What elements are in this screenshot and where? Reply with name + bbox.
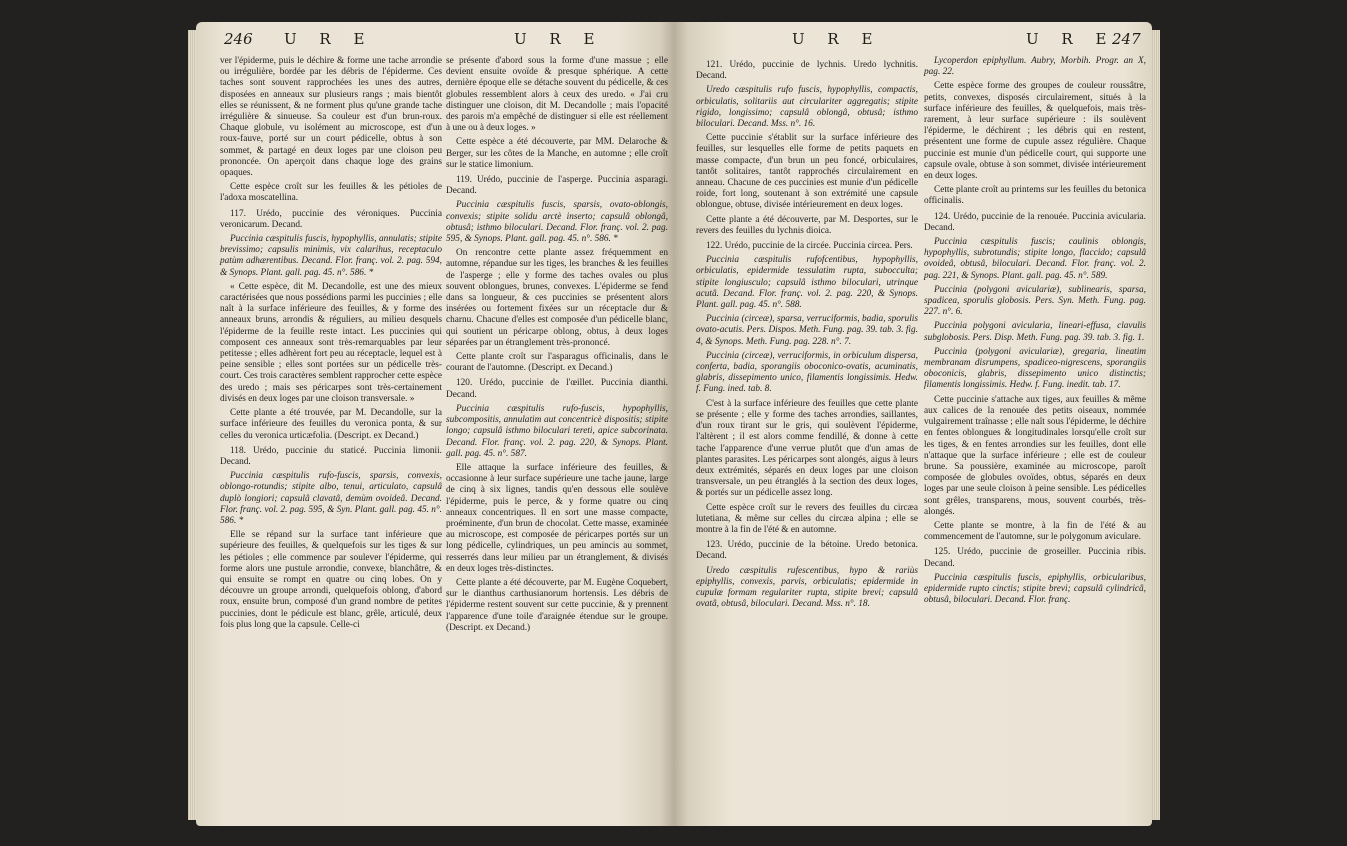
paragraph: Cette plante se montre, à la fin de l'été & au commencement de l'automne, sur le polygonum aviculare. bbox=[924, 520, 1146, 543]
latin-description: Puccinia (circeæ), sparsa, verruciformis, badia, sporulis ovato-acutis. Pers. Dispos. Meth. Fung. pag. 39. tab. 3. fig. 4, & Synops. Meth. Fung. pag. 228. n°. 7. bbox=[696, 314, 918, 347]
paragraph: Cette puccinie s'attache aux tiges, aux feuilles & même aux calices de la renouée des petits oiseaux, nommée vulgairement traînasse ; elle naît sous l'épiderme, le déchire en fentes oblongues & longitudinales lorsqu'elle croît sur les tiges, & en fentes arrondies sur les feuilles, dont elle n'attaque que la surface inférieure ; elle est de couleur brune. Sa poussière, examinée au microscope, paroît composée de globules ovoïdes, obtus, séparés en deux loges par une seule cloison à peine sensible. Les pédicelles sont grêles, transparens, mous, souvent courbés, très-alongés. bbox=[924, 394, 1146, 517]
right-page bbox=[674, 22, 1152, 826]
latin-description: Uredo cæspitulis rufescentibus, hypo & rariùs epiphyllis, convexis, parvis, orbiculatis; epidermide in cupulæ formam regulariter rupta, stipite brevi; capsulâ ovatâ, obtusâ, biloculari. Decand. Mss. n°. 18. bbox=[696, 565, 918, 610]
latin-description: Lycoperdon epiphyllum. Aubry, Morbih. Progr. an X, pag. 22. bbox=[924, 56, 1146, 78]
species-heading: 122. Urédo, puccinie de la circée. Puccinia circea. Pers. bbox=[706, 241, 913, 252]
text-column-right-1 bbox=[696, 56, 918, 613]
species-heading: 118. Urédo, puccinie du staticé. Puccinia limonii. Decand. bbox=[220, 445, 442, 467]
paragraph: Cette plante a été découverte, par M. Desportes, sur le revers des feuilles du lychnis dioica. bbox=[696, 214, 918, 236]
paragraph: Cette espèce croît sur le revers des feuilles du circæa lutetiana, & même sur celles du circæa alpina ; elle se montre à la fin de l'été & en automne. bbox=[696, 502, 918, 535]
text-column-left-1 bbox=[220, 56, 442, 634]
running-head: U R E bbox=[792, 30, 882, 48]
left-page bbox=[196, 22, 674, 826]
running-head: U R E bbox=[514, 30, 604, 48]
species-heading: 119. Urédo, puccinie de l'asperge. Puccinia asparagi. Decand. bbox=[446, 175, 668, 197]
paragraph: « Cette espèce, dit M. Decandolle, est une des mieux caractérisées que nous possédions parmi les puccinies ; elle naît à la surface inférieure des feuilles, & y forme des anneaux bruns, arrondis & réguliers, au milieu desquels l'épiderme de la feuille reste intact. Les puccinies qui composent ces anneaux sont très-remarquables par leur petitesse ; elles adhèrent fort peu au réceptacle, lequel est à peine sensible ; elles sont portées sur un pédicelle très-court. Ces trois caractères semblent rapprocher cette espèce des uredo ; mais ses péricarpes sont très-certainement divisés en deux loges par une cloison transversale. » bbox=[220, 281, 442, 404]
paragraph: Cette plante croît au printems sur les feuilles du betonica officinalis. bbox=[924, 185, 1146, 207]
paragraph: Cette plante a été découverte, par M. Eugène Coquebert, sur le dianthus carthusianorum hortensis. Les débris de l'épiderme restent souvent sur cette puccinie, & y prennent l'apparence d'une toile d'araignée étendue sur le groupe. (Descript. ex Decand.) bbox=[446, 577, 668, 633]
paragraph: Elle se répand sur la surface tant inférieure que supérieure des feuilles, & quelquefois sur les tiges & sur les pétioles ; elle commence par soulever l'épiderme, qui forme alors une pustule arrondie, convexe, blanchâtre, & qui ensuite se rompt en quatre ou cinq lobes. On y découvre un groupe arrondi, quelquefois oblong, d'abord roux, ensuite brun, composé d'un grand nombre de petites puccinies, dont le pédicule est blanc, grêle, articulé, deux fois plus long que la capsule. Celle-ci bbox=[220, 530, 442, 630]
latin-description: Puccinia cæspitulis fuscis, sparsis, ovato-oblongis, convexis; stipite solidu arctè inserto; capsulâ oblongâ, obtusâ; isthmo biloculari. Decand. Flor. franç. vol. 2. pag. 595, & Synops. Plant. gall. pag. 45. n°. 586. * bbox=[446, 200, 668, 245]
paragraph: Cette puccinie s'établit sur la surface inférieure des feuilles, sur lesquelles elle forme de petits paquets en masse compacte, d'un brun un peu foncé, orbiculaires, tantôt solitaires, tantôt rapprochés circulairement en anneau. Chacune de ces puccinies est munie d'un pédicelle roide, fort long, soutenant à son extrémité une capsule oblongue, obtuse, divisée intérieurement en deux loges. bbox=[696, 133, 918, 211]
latin-description: Puccinia polygoni avicularia, lineari-effusa, clavulis subglobosis. Pers. Disp. Meth. Fung. pag. 39. tab. 3. fig. 1. bbox=[924, 321, 1146, 343]
species-heading: 121. Urédo, puccinie de lychnis. Uredo lychnitis. Decand. bbox=[696, 60, 918, 82]
paragraph: Cette plante a été trouvée, par M. Decandolle, sur la surface inférieure des feuilles du veronica ponta, & sur celles du veronica urticæfolia. (Descript. ex Decand.) bbox=[220, 408, 442, 441]
species-heading: 117. Urédo, puccinie des véroniques. Puccinia veronicarum. Decand. bbox=[220, 208, 442, 230]
paragraph: On rencontre cette plante assez fréquemment en automne, répandue sur les tiges, les branches & les feuilles de l'asperge ; elle y forme des taches ovales ou plus souvent oblongues, brunes, convexes. L'épiderme se fend dans sa longueur, & ces puccinies se présentent alors insérées ou fortement fixées sur un réceptacle dur & charnu. Chacune d'elles est composée d'un pédicelle blanc, qui soutient un péricarpe oblong, obtus, à deux loges séparées par un étranglement très-prononcé. bbox=[446, 248, 668, 348]
page-number-right: 247 bbox=[1112, 30, 1141, 48]
species-heading: 124. Urédo, puccinie de la renouée. Puccinia avicularia. Decand. bbox=[924, 211, 1146, 233]
paragraph: Cette plante croît sur l'asparagus officinalis, dans le courant de l'automne. (Descript. ex Decand.) bbox=[446, 352, 668, 374]
text-column-right-2 bbox=[924, 56, 1146, 609]
latin-description: Puccinia cæspitulis rufofcentibus, hypophyllis, orbiculatis, epidermide tessulatim rupta, subocculta; stipite longiusculo; capsulâ isthmo biloculari, utrinque acutâ. Decand. Flor. franç. vol. 2. pag. 220, & Synops. Plant. gall. pag. 45. n°. 588. bbox=[696, 255, 918, 311]
species-heading: 120. Urédo, puccinie de l'œillet. Puccinia dianthi. Decand. bbox=[446, 378, 668, 400]
latin-description: Puccinia cæspitulis fuscis; caulinis oblongis, hypophyllis, subrotundis; stipite longo, flaccido; capsulâ ovoideâ, obtusâ, biloculari. Decand. Flor. franç. vol. 2. pag. 221, & Synops. Plant. gall. pag. 45. n°. 589. bbox=[924, 237, 1146, 281]
paragraph: se présente d'abord sous la forme d'une massue ; elle devient ensuite ovoïde & presque sphérique. A cette dernière époque elle se détache souvent du pédicelle, & ces globules ressemblent alors à ceux des uredo. « J'ai cru distinguer une cloison, dit M. Decandolle ; mais l'opacité des parois m'a empêché de distinguer si elle est réellement à une ou à deux loges. » bbox=[446, 56, 668, 134]
latin-description: Puccinia (polygoni aviculariæ), sublinearis, sparsa, spadicea, sporulis globosis. Pers. Syn. Meth. Fung. pag. 227. n°. 6. bbox=[924, 284, 1146, 318]
latin-description: Uredo cæspitulis rufo fuscis, hypophyllis, compactis, orbiculatis, solitariis aut circulariter aggregatis; stipite rigido, longissimo; capsulâ oblongâ, obtusâ; isthmo biloculari. Decand. Mss. n°. 16. bbox=[696, 85, 918, 130]
page-number-left: 246 bbox=[224, 30, 253, 48]
paragraph: Elle attaque la surface inférieure des feuilles, & occasionne à leur surface supérieure une tache jaune, large de cinq à six lignes, tandis qu'en dessous elle soulève l'épiderme, puis le perce, & y forme quatre ou cinq anneaux concentriques. Il en sort une masse compacte, proéminente, d'un brun de chocolat. Cette masse, examinée au microscope, est composée de péricarpes portés sur un long pédicelle, cylindriques, un peu amincis au sommet, resserrés dans leur milieu par un étranglement, & divisés en deux loges très-distinctes. bbox=[446, 462, 668, 574]
latin-description: Puccinia cæspitulis rufo-fuscis, sparsis, convexis, oblongo-rotundis; stipite albo, tenui, articulato, capsulâ duplò longiori; capsulâ clavatâ, demùm ovoideâ. Decand. Flor. franç. vol. 2. pag. 595, & Syn. Plant. gall. pag. 45. n°. 586. * bbox=[220, 471, 442, 526]
latin-description: Puccinia cæspitulis fuscis, epiphyllis, orbicularibus, epidermide rupto cinctis; stipite brevi; capsulâ cylindricâ, obtusâ, biloculari. Decand. Flor. franç. bbox=[924, 572, 1146, 606]
latin-description: Puccinia cæspitulis rufo-fuscis, hypophyllis, subcompositis, annulatim aut concentricè dispositis; stipite longo; capsulâ isthmo biloculari tereti, apice subcorinata. Decand. Flor. franç. vol. 2. pag. 220, & Synops. Plant. gall. pag. 45. n°. 587. bbox=[446, 403, 668, 459]
running-head: U R E bbox=[284, 30, 374, 48]
text-column-left-2 bbox=[446, 56, 668, 637]
species-heading: 123. Urédo, puccinie de la bétoine. Uredo betonica. Decand. bbox=[696, 540, 918, 562]
paragraph: Cette espèce a été découverte, par MM. Delaroche & Berger, sur les côtes de la Manche, en automne ; elle croît sur le statice limonium. bbox=[446, 137, 668, 170]
paragraph: C'est à la surface inférieure des feuilles que cette plante se présente ; elle y forme des taches arrondies, saillantes, d'un roux tirant sur le gris, qui soulèvent l'épiderme, l'altèrent ; il est alors comme fendillé, & donne à cette tache l'apparence d'une verrue plutôt que d'un amas de plantes parasites. Les péricarpes sont alongés, aigus à leurs deux extrémités, séparés en deux loges par une cloison transversale, un peu étranglés à la section des deux loges, & portés sur un pédicelle assez long. bbox=[696, 398, 918, 499]
running-head: U R E bbox=[1026, 30, 1116, 48]
paragraph: ver l'épiderme, puis le déchire & forme une tache arrondie ou irrégulière, bordée par les débris de l'épiderme. Ces taches sont souvent rapprochées les unes des autres, disposées en anneaux sur plusieurs rangs ; mais bientôt elles se réunissent, & ne forment plus qu'une grande tache irrégulière & sinueuse. Sa couleur est d'un brun-roux. Chaque globule, vu isolément au microscope, est d'un roux-fauve, porté sur un court pédicelle, obtus à son sommet, & partagé en deux loges par une cloison peu prononcée. On aperçoit dans chaque loge des grains opaques. bbox=[220, 56, 442, 179]
latin-description: Puccinia (circeæ), verruciformis, in orbiculum dispersa, conferta, badia, sporangiis oboconico-ovatis, acuminatis, glabris, dissepimento unico, filamentis longissimis. Hedw. f. Fung. ined. tab. 8. bbox=[696, 350, 918, 395]
paragraph: Cette espèce croît sur les feuilles & les pétioles de l'adoxa moscatellina. bbox=[220, 182, 442, 204]
latin-description: Puccinia cæspitulis fuscis, hypophyllis, annulatis; stipite brevissimo; capsulis minimis, vix calarihus, receptaculo patùm adhærentibus. Decand. Flor. franç. vol. 2. pag. 594, & Synops. Plant. gall. pag. 45. n°. 586. * bbox=[220, 234, 442, 278]
paragraph: Cette espèce forme des groupes de couleur roussâtre, petits, convexes, disposés circulairement, situés à la surface inférieure des feuilles, & quelquefois, mais très-rarement, à leur surface supérieure : ils soulèvent l'épiderme, le déchirent ; les débris qui en restent, présentent une forme de cupule assez régulière. Chaque puccinie est munie d'un pédicelle court, qui supporte une capsule ovale, obtuse à son sommet, divisée intérieurement en deux loges. bbox=[924, 81, 1146, 182]
species-heading: 125. Urédo, puccinie de groseiller. Puccinia ribis. Decand. bbox=[924, 547, 1146, 569]
latin-description: Puccinia (polygoni aviculariæ), gregaria, lineatim membranam disrumpens, spadiceo-nigrescens, sporangiis oboconicis, glabris, dissepimento unico distinctis; filamentis longissimis. Hedw. f. Fung. inedit. tab. 17. bbox=[924, 346, 1146, 391]
